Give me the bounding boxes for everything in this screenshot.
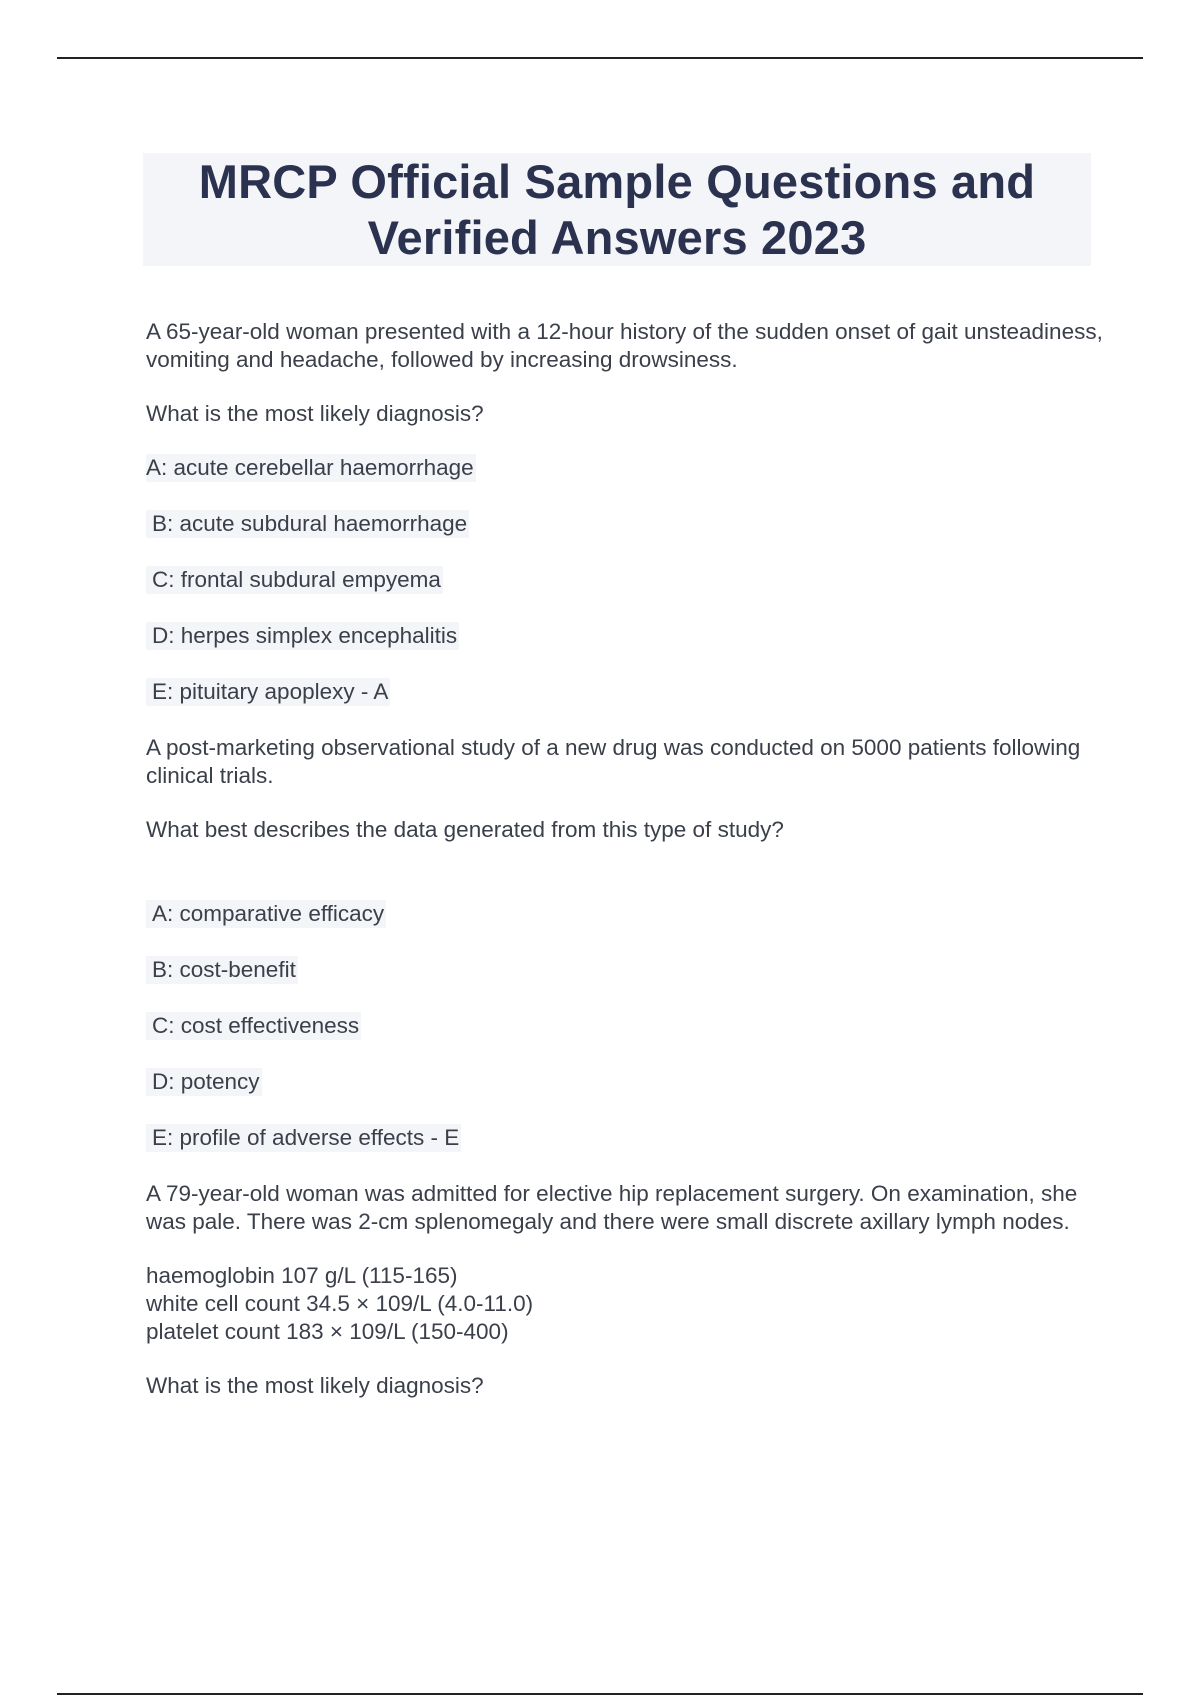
question-2-option-e: E: profile of adverse effects - E — [146, 1124, 461, 1152]
question-2-option-c: C: cost effectiveness — [146, 1012, 361, 1040]
question-3-labs — [146, 1262, 1106, 1346]
document-body — [146, 318, 1106, 1426]
question-1-option-e: E: pituitary apoplexy - A — [146, 678, 390, 706]
lab-white-cell-count: white cell count 34.5 × 109/L (4.0-11.0) — [146, 1291, 534, 1316]
question-1-option-a: A: acute cerebellar haemorrhage — [146, 455, 474, 480]
question-1-option-d: D: herpes simplex encephalitis — [146, 622, 459, 650]
question-3-prompt: What is the most likely diagnosis? — [146, 1373, 484, 1398]
question-3-stem: A 79-year-old woman was admitted for elective hip replacement surgery. On examination, she was pale. There was 2-cm splenomegaly and there were small discrete axillary lymph nodes. — [146, 1181, 1078, 1234]
question-2-prompt: What best describes the data generated from this type of study? — [146, 817, 784, 842]
lab-platelet-count: platelet count 183 × 109/L (150-400) — [146, 1319, 509, 1344]
document-title: MRCP Official Sample Questions and Verified Answers 2023 — [198, 154, 1036, 264]
question-2-option-d: D: potency — [146, 1068, 262, 1096]
question-2-stem: A post-marketing observational study of a new drug was conducted on 5000 patients following clinical trials. — [146, 735, 1081, 788]
header-rule — [57, 57, 1143, 59]
lab-haemoglobin: haemoglobin 107 g/L (115-165) — [146, 1263, 458, 1288]
question-1-prompt: What is the most likely diagnosis? — [146, 401, 484, 426]
question-1-option-c: C: frontal subdural empyema — [146, 566, 443, 594]
question-2-option-b: B: cost-benefit — [146, 956, 298, 984]
footer-rule — [57, 1693, 1143, 1695]
spacer — [146, 870, 1106, 900]
question-1-stem: A 65-year-old woman presented with a 12-hour history of the sudden onset of gait unsteadiness, vomiting and headache, followed by increasing drowsiness. — [146, 319, 1103, 372]
question-1-option-b: B: acute subdural haemorrhage — [146, 510, 469, 538]
title-banner — [143, 153, 1091, 266]
question-2-option-a: A: comparative efficacy — [146, 900, 386, 928]
